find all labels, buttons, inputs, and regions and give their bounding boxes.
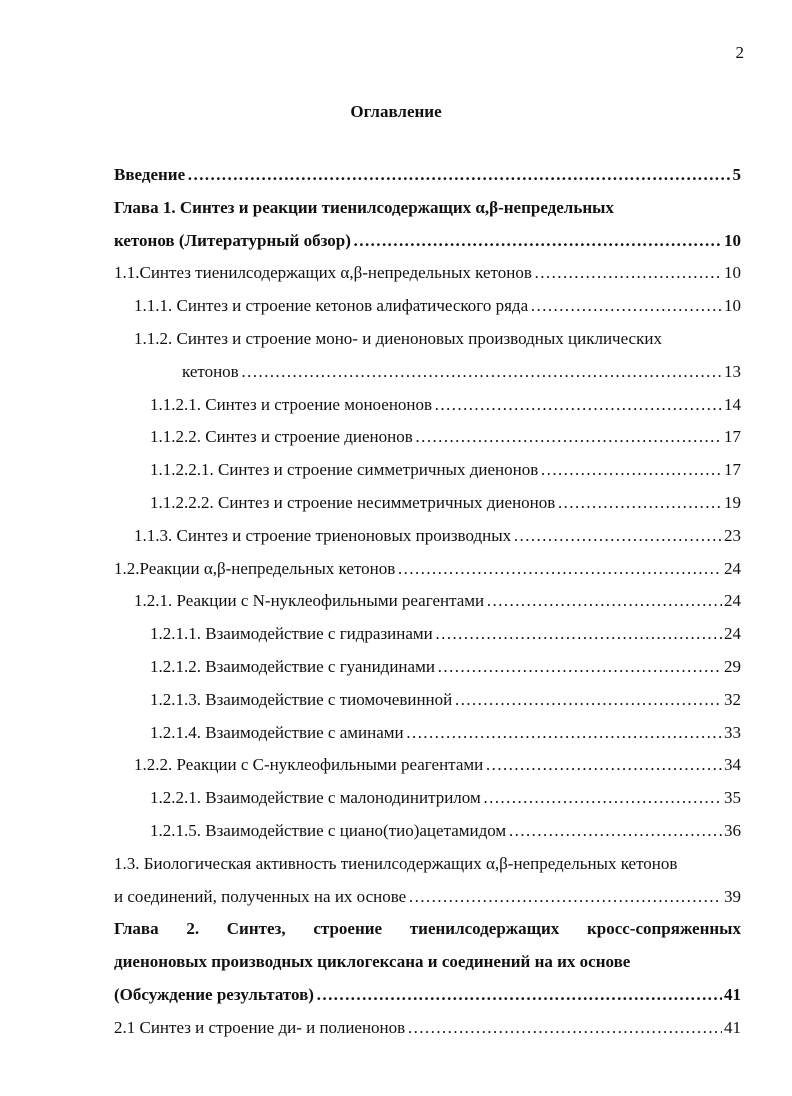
toc-entry-page: 17 xyxy=(724,460,741,480)
toc-entry-title: 1.2.2.1. Взаимодействие с малонодинитрилом xyxy=(150,788,481,808)
toc-entry-title: кетонов (Литературный обзор) xyxy=(114,230,351,250)
dot-leader xyxy=(407,1017,722,1038)
dot-leader xyxy=(557,492,722,513)
toc-entry-page: 39 xyxy=(724,886,741,906)
toc-entry-page: 23 xyxy=(724,525,741,545)
toc-entry-1-1-2-2-1[interactable] xyxy=(114,459,741,492)
toc-entry-1-2-1[interactable] xyxy=(114,590,741,623)
toc-entry-title: 1.3. Биологическая активность тиенилсодержащих α,β-непредельных кетонов xyxy=(114,853,678,873)
toc-entry-number: 1.2. xyxy=(114,558,140,578)
toc-entry-chapter-2-line-1[interactable] xyxy=(114,918,741,951)
toc-entry-word: Глава xyxy=(114,919,159,939)
toc-entry-1-2-1-2[interactable] xyxy=(114,656,741,689)
toc-entry-word: строение xyxy=(313,919,383,939)
toc-entry-title: 1.2.1.4. Взаимодействие с аминами xyxy=(150,722,404,742)
toc-entry-chapter-2-line-2[interactable] xyxy=(114,951,741,984)
toc-entry-1-2-2-1[interactable] xyxy=(114,787,741,820)
toc-entry-title: диеноновых производных циклогексана и соединений на их основе xyxy=(114,952,631,972)
toc-entry-page: 17 xyxy=(724,427,741,447)
toc-entry-1-3-line-2[interactable] xyxy=(114,886,741,919)
toc-entry-1-1[interactable] xyxy=(114,262,741,295)
dot-leader xyxy=(434,394,722,415)
toc-entry-title: 1.1.3. Синтез и строение триеноновых производных xyxy=(134,525,512,545)
toc-entry-page: 24 xyxy=(724,591,741,611)
dot-leader xyxy=(486,590,722,611)
toc-entry-1-2-2[interactable] xyxy=(114,754,741,787)
toc-entry-title: кетонов xyxy=(182,361,239,381)
toc-entry-page: 32 xyxy=(724,689,741,709)
dot-leader xyxy=(415,426,722,447)
toc-entry-1-1-2-1[interactable] xyxy=(114,394,741,427)
dot-leader xyxy=(485,754,722,775)
toc-entry-chapter-1-line-1[interactable] xyxy=(114,197,741,230)
toc-entry-title: и соединений, полученных на их основе xyxy=(114,886,407,906)
toc-entry-page: 24 xyxy=(724,624,741,644)
toc-entry-title: 1.1.2.2.2. Синтез и строение несимметричных диенонов xyxy=(150,492,556,512)
dot-leader xyxy=(437,656,722,677)
page-title: Оглавление xyxy=(350,102,442,121)
dot-leader xyxy=(508,820,722,841)
toc-entry-title: 1.1.2.2. Синтез и строение диенонов xyxy=(150,427,413,447)
toc-entry-title: 1.2.1.3. Взаимодействие с тиомочевинной xyxy=(150,689,453,709)
toc-entry-1-2-1-1[interactable] xyxy=(114,623,741,656)
toc-entry-introduction[interactable] xyxy=(114,164,741,197)
dot-leader xyxy=(435,623,722,644)
toc-entry-title: 1.1.2.1. Синтез и строение моноенонов xyxy=(150,394,433,414)
table-of-contents xyxy=(114,164,741,1050)
toc-entry-page: 14 xyxy=(724,394,741,414)
toc-entry-2-1[interactable] xyxy=(114,1017,741,1050)
toc-entry-page: 41 xyxy=(724,1017,741,1037)
toc-entry-page: 34 xyxy=(724,755,741,775)
toc-entry-page: 10 xyxy=(724,230,741,250)
toc-entry-title: Реакции α,β-непредельных кетонов xyxy=(139,558,396,578)
toc-entry-title: 1.1.1. Синтез и строение кетонов алифатического ряда xyxy=(134,296,529,316)
toc-entry-1-1-2-line-1[interactable] xyxy=(114,328,741,361)
toc-entry-page: 36 xyxy=(724,820,741,840)
toc-entry-title: 1.1.2.2.1. Синтез и строение симметричных диенонов xyxy=(150,460,539,480)
dot-leader xyxy=(540,459,722,480)
toc-entry-page: 33 xyxy=(724,722,741,742)
toc-entry-1-2-1-4[interactable] xyxy=(114,722,741,755)
toc-entry-chapter-2-line-3[interactable] xyxy=(114,984,741,1017)
dot-leader xyxy=(408,886,722,907)
toc-entry-page: 5 xyxy=(732,165,741,184)
toc-entry-title: 1.1.2. Синтез и строение моно- и диеноновых производных циклических xyxy=(134,328,662,348)
dot-leader xyxy=(406,722,722,743)
toc-entry-title: Введение xyxy=(114,165,186,184)
toc-entry-1-1-2-2[interactable] xyxy=(114,426,741,459)
toc-entry-1-1-3[interactable] xyxy=(114,525,741,558)
toc-entry-title: 2.1 Синтез и строение ди- и полиенонов xyxy=(114,1017,406,1037)
dot-leader xyxy=(513,525,722,546)
toc-entry-word: кросс-сопряженных xyxy=(586,919,741,939)
toc-entry-title: Глава 1. Синтез и реакции тиенилсодержащих α,β-непредельных xyxy=(114,197,614,217)
dot-leader xyxy=(454,689,722,710)
toc-entry-1-2-1-3[interactable] xyxy=(114,689,741,722)
toc-entry-page: 13 xyxy=(724,361,741,381)
dot-leader xyxy=(241,361,722,382)
toc-entry-title: Синтез тиенилсодержащих α,β-непредельных кетонов xyxy=(139,263,532,283)
dot-leader xyxy=(483,787,722,808)
toc-entry-title: 1.2.1. Реакции с N-нуклеофильными реагентами xyxy=(134,591,485,611)
dot-leader xyxy=(353,230,722,251)
toc-entry-page: 29 xyxy=(724,656,741,676)
toc-entry-1-1-2-line-2[interactable] xyxy=(114,361,741,394)
toc-entry-title: 1.2.1.2. Взаимодействие с гуанидинами xyxy=(150,656,435,676)
toc-entry-page: 19 xyxy=(724,492,741,512)
toc-entry-chapter-1-line-2[interactable] xyxy=(114,230,741,263)
toc-entry-page: 10 xyxy=(724,263,741,283)
toc-entry-word: тиенилсодержащих xyxy=(409,919,560,939)
toc-entry-page: 41 xyxy=(724,984,741,1004)
toc-entry-title: (Обсуждение результатов) xyxy=(114,984,314,1004)
toc-entry-1-1-1[interactable] xyxy=(114,295,741,328)
dot-leader xyxy=(397,558,722,579)
toc-entry-title: 1.2.2. Реакции с С-нуклеофильными реагентами xyxy=(134,755,484,775)
dot-leader xyxy=(187,164,730,185)
page-number: 2 xyxy=(735,43,744,62)
toc-entry-page: 35 xyxy=(724,788,741,808)
dot-leader xyxy=(534,262,722,283)
toc-entry-1-1-2-2-2[interactable] xyxy=(114,492,741,525)
toc-entry-page: 24 xyxy=(724,558,741,578)
toc-entry-1-3-line-1[interactable] xyxy=(114,853,741,886)
dot-leader xyxy=(530,295,722,316)
toc-entry-word: 2. xyxy=(186,919,200,939)
toc-entry-1-2[interactable] xyxy=(114,558,741,591)
toc-entry-number: 1.1. xyxy=(114,263,140,283)
dot-leader xyxy=(316,984,722,1005)
toc-entry-page: 10 xyxy=(724,296,741,316)
toc-entry-1-2-1-5[interactable] xyxy=(114,820,741,853)
toc-entry-title: 1.2.1.1. Взаимодействие с гидразинами xyxy=(150,624,433,644)
toc-entry-title: 1.2.1.5. Взаимодействие с циано(тио)ацетамидом xyxy=(150,820,507,840)
toc-entry-word: Синтез, xyxy=(226,919,286,939)
